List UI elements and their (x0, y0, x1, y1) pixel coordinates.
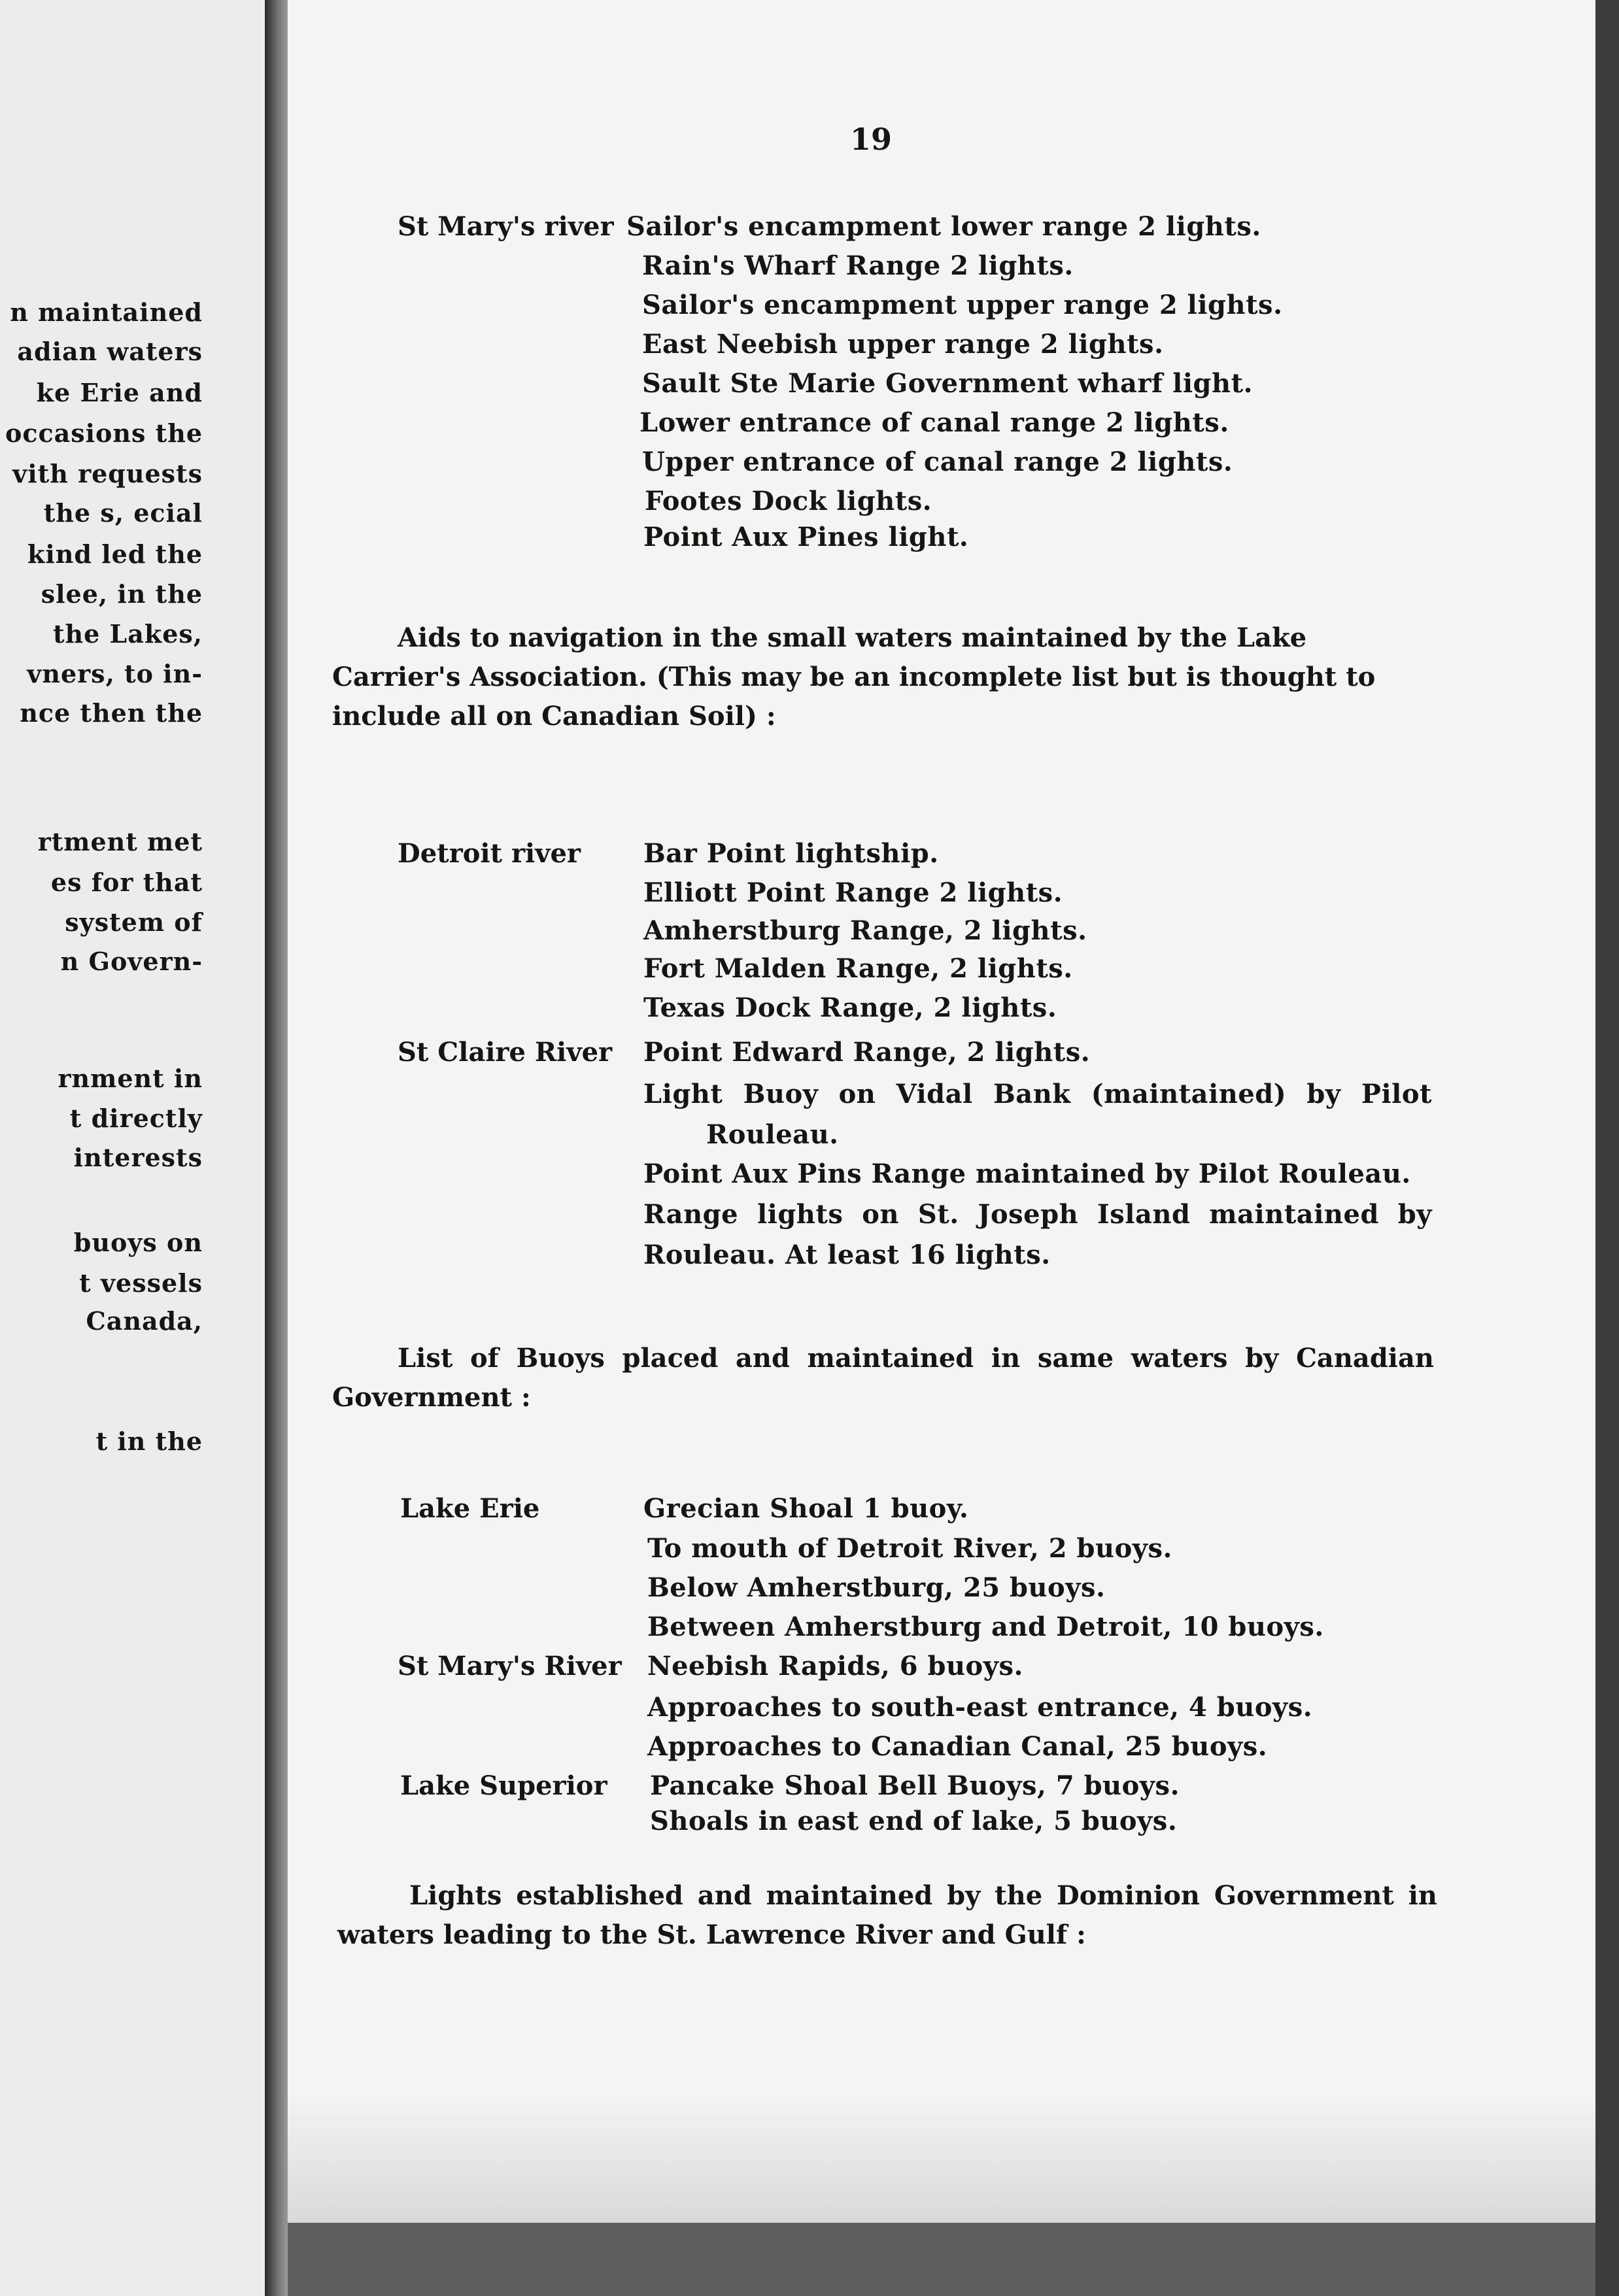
left-page-line: t in the (95, 1427, 203, 1456)
left-page-line: rtment met (37, 827, 203, 856)
left-page-line: system of (65, 907, 203, 937)
paragraph-line: Government : (332, 1382, 531, 1413)
list-item: Pancake Shoal Bell Buoys, 7 buoys. (650, 1770, 1180, 1801)
list-item: Amherstburg Range, 2 lights. (643, 915, 1087, 946)
list-item: Sault Ste Marie Government wharf light. (642, 368, 1253, 399)
list-item: Rouleau. At least 16 lights. (643, 1240, 1051, 1270)
list-item: Texas Dock Range, 2 lights. (643, 992, 1057, 1023)
list-item: Rain's Wharf Range 2 lights. (642, 250, 1074, 281)
left-page-line: kind led the (27, 539, 203, 569)
paragraph-line: waters leading to the St. Lawrence River and Gulf : (337, 1919, 1086, 1950)
list-item: Grecian Shoal 1 buoy. (643, 1493, 969, 1524)
left-page-line: ke Erie and (36, 378, 203, 407)
list-item: Sailor's encampment upper range 2 lights. (642, 290, 1283, 320)
list-item: Sailor's encampment lower range 2 lights. (626, 211, 1261, 242)
list-item: Point Aux Pins Range maintained by Pilot Rouleau. (643, 1158, 1411, 1189)
list-item: Lower entrance of canal range 2 lights. (639, 407, 1229, 438)
section-label-st-claire-river: St Claire River (398, 1037, 613, 1068)
list-item: Upper entrance of canal range 2 lights. (642, 447, 1233, 477)
left-page-line: adian waters (17, 337, 203, 366)
book-gutter (265, 0, 288, 2296)
list-item: To mouth of Detroit River, 2 buoys. (647, 1533, 1172, 1564)
scan-right-margin (1595, 0, 1619, 2296)
list-item: Elliott Point Range 2 lights. (643, 877, 1063, 908)
paragraph-line: Carrier's Association. (This may be an incomplete list but is thought to (332, 662, 1376, 692)
paragraph-lights-established (337, 1876, 1437, 1955)
left-page-line: the s, ecial (43, 498, 203, 528)
list-item: Point Aux Pines light. (643, 522, 969, 552)
paragraph-line: List of Buoys placed and maintained in same waters by Canadian (398, 1343, 1434, 1374)
list-item: Approaches to south-east entrance, 4 buoys. (647, 1692, 1313, 1723)
left-page-line: rnment in (58, 1064, 203, 1093)
paragraph-line: include all on Canadian Soil) : (332, 701, 776, 732)
page-number: 19 (850, 122, 893, 157)
paragraph-line: Aids to navigation in the small waters maintained by the Lake (398, 622, 1307, 653)
section-label-lake-erie: Lake Erie (400, 1493, 540, 1524)
list-item: East Neebish upper range 2 lights. (642, 329, 1164, 360)
list-item: Shoals in east end of lake, 5 buoys. (650, 1806, 1178, 1836)
left-page-line: n Govern- (60, 947, 203, 976)
left-page-line: vith requests (12, 459, 203, 488)
paragraph-list-of-buoys (332, 1339, 1434, 1417)
left-facing-page (0, 0, 265, 2296)
left-page-line: the Lakes, (52, 619, 203, 649)
left-page-line: interests (73, 1143, 203, 1172)
list-item: Bar Point lightship. (643, 838, 939, 869)
list-item: Approaches to Canadian Canal, 25 buoys. (647, 1731, 1268, 1762)
paragraph-aids-to-navigation (332, 618, 1434, 736)
section-label-st-marys-river: St Mary's river (398, 211, 614, 242)
left-page-line: slee, in the (41, 579, 203, 609)
list-item: Point Edward Range, 2 lights. (643, 1037, 1091, 1068)
section-label-st-marys-river-buoys: St Mary's River (398, 1651, 622, 1681)
section-label-lake-superior: Lake Superior (400, 1770, 607, 1801)
list-item: Rouleau. (706, 1119, 839, 1150)
list-item: Neebish Rapids, 6 buoys. (647, 1651, 1023, 1681)
left-page-line: n maintained (10, 297, 203, 327)
list-item: Fort Malden Range, 2 lights. (643, 953, 1073, 984)
list-item: Between Amherstburg and Detroit, 10 buoys. (647, 1612, 1324, 1642)
left-page-line: t directly (69, 1104, 203, 1133)
left-page-line: nce then the (20, 698, 203, 728)
section-label-detroit-river: Detroit river (398, 838, 581, 869)
list-item: Range lights on St. Joseph Island maintained by (643, 1199, 1432, 1230)
paragraph-line: Lights established and maintained by the Dominion Government in (409, 1880, 1437, 1911)
list-item: Below Amherstburg, 25 buoys. (647, 1572, 1106, 1603)
left-page-line: t vessels (79, 1268, 203, 1298)
left-page-line: occasions the (5, 418, 203, 448)
left-page-line: Canada, (86, 1306, 203, 1336)
left-page-line: vners, to in- (27, 659, 203, 688)
left-page-line: buoys on (73, 1228, 203, 1257)
list-item: Footes Dock lights. (645, 486, 932, 516)
left-page-line: es for that (50, 868, 203, 897)
list-item: Light Buoy on Vidal Bank (maintained) by Pilot (643, 1079, 1432, 1109)
